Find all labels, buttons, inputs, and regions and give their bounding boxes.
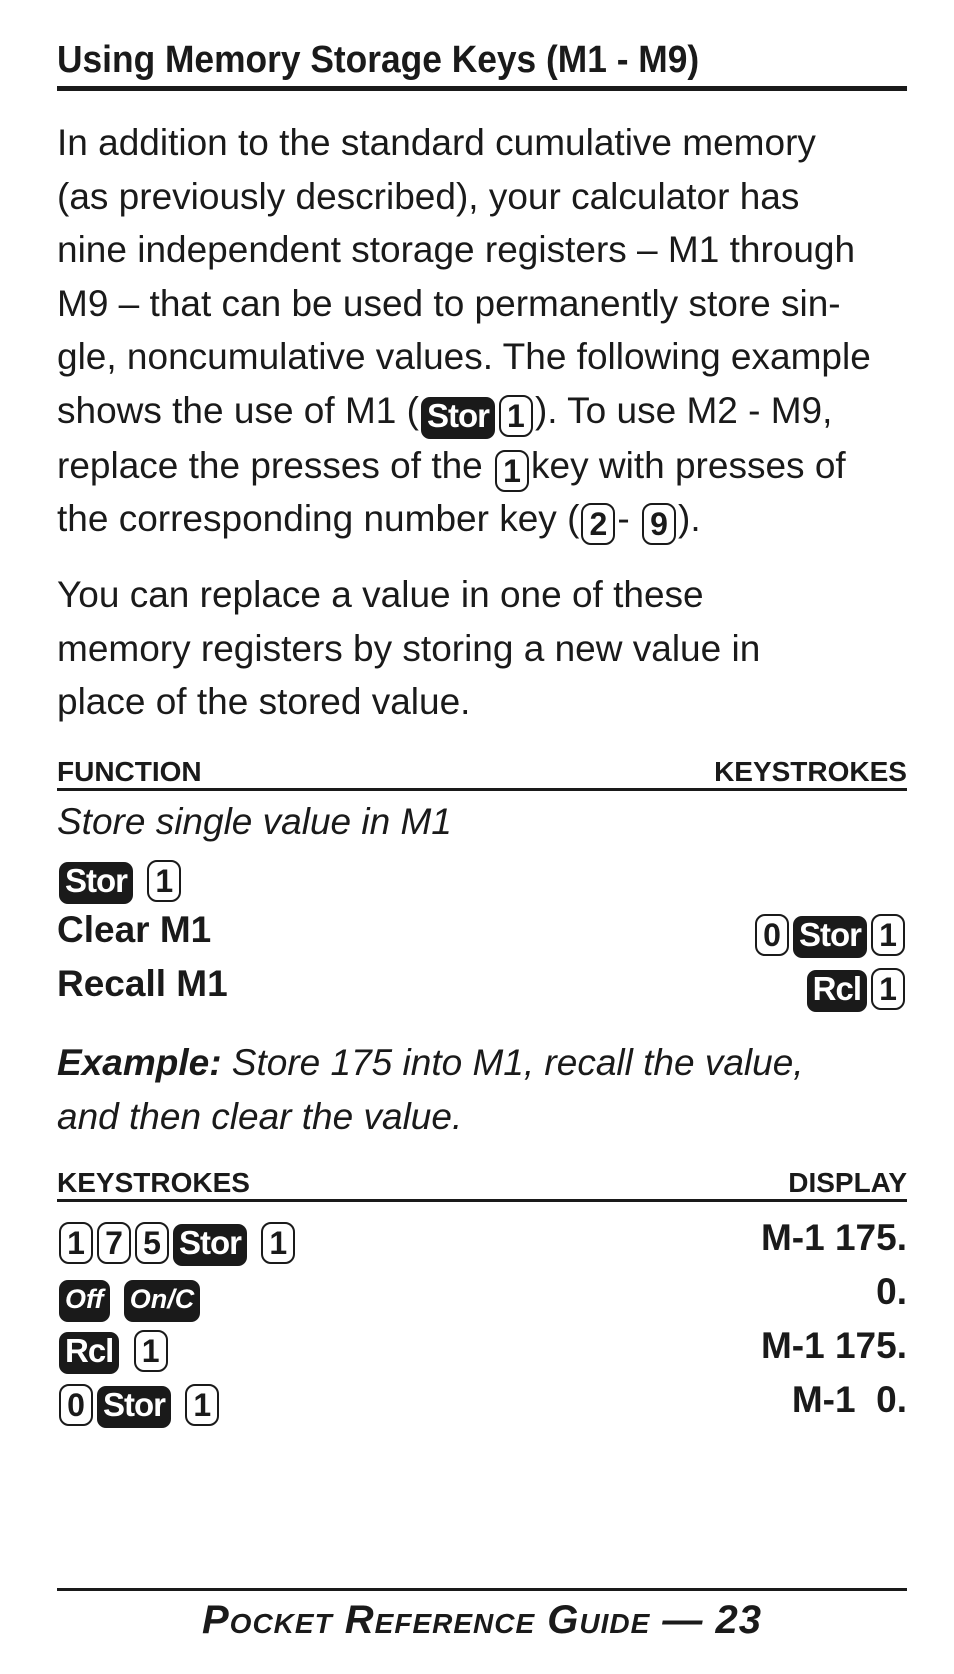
example-keys <box>57 1212 297 1266</box>
stor-key-icon: Stor <box>173 1224 247 1266</box>
function-row <box>57 904 907 956</box>
key-7-icon: 7 <box>97 1222 131 1264</box>
function-keys <box>753 904 907 958</box>
example-line <box>57 1036 907 1090</box>
intro-line: nine independent storage registers – M1 through <box>57 229 856 270</box>
intro-text: - <box>617 498 640 539</box>
display-value: M-1 0. <box>791 1379 907 1420</box>
intro-line <box>57 384 907 439</box>
key-1-icon: 1 <box>871 968 905 1010</box>
key-9-icon: 9 <box>642 503 676 545</box>
intro-text: ). To use M2 - M9, <box>534 389 833 431</box>
example-row <box>57 1374 907 1426</box>
function-row <box>57 796 907 848</box>
example-keys <box>57 1320 170 1374</box>
rcl-key-icon: Rcl <box>807 970 867 1012</box>
intro-text: the corresponding number key ( <box>57 498 580 539</box>
replace-paragraph <box>57 568 907 729</box>
page-footer: Pocket Reference Guide — 23 <box>202 1598 762 1642</box>
footer-divider <box>57 1588 907 1591</box>
key-1-icon: 1 <box>261 1222 295 1264</box>
intro-text: ). <box>678 498 701 539</box>
example-row <box>57 1266 907 1318</box>
page-title: Using Memory Storage Keys (M1 - M9) <box>57 36 907 91</box>
example-paragraph <box>57 1036 907 1143</box>
function-table-header <box>57 756 907 791</box>
display-value: M-1 175. <box>760 1325 907 1366</box>
example-text: Store 175 into M1, recall the value, <box>221 1042 804 1083</box>
intro-text: shows the use of M1 ( <box>57 389 419 431</box>
intro-line: M9 – that can be used to permanently store sin- <box>57 282 841 324</box>
key-1-icon: 1 <box>134 1330 168 1372</box>
intro-paragraph <box>57 116 907 546</box>
key-1-icon: 1 <box>185 1384 219 1426</box>
function-keys <box>57 850 183 904</box>
key-2-icon: 2 <box>581 503 615 545</box>
example-keys <box>57 1266 202 1322</box>
display-header: DISPLAY <box>788 1167 907 1198</box>
example-prefix: Example: <box>57 1042 222 1083</box>
replace-line: You can replace a value in one of these <box>57 574 704 615</box>
stor-key-icon: Stor <box>59 862 133 904</box>
replace-line: place of the stored value. <box>57 681 471 722</box>
intro-text: key with presses of <box>531 444 846 486</box>
replace-line: memory registers by storing a new value in <box>57 627 761 669</box>
key-1-icon: 1 <box>147 860 181 902</box>
keystrokes-header: KEYSTROKES <box>57 1167 250 1198</box>
intro-line <box>57 492 907 546</box>
example-table-header <box>57 1167 907 1202</box>
example-row <box>57 1212 907 1264</box>
off-key-icon: Off <box>59 1280 110 1322</box>
on-clear-key-icon: On/C <box>124 1280 201 1322</box>
intro-text: replace the presses of the <box>57 444 494 486</box>
intro-line: In addition to the standard cumulative memory <box>57 122 816 163</box>
keystrokes-header: KEYSTROKES <box>714 756 907 787</box>
display-value: 0. <box>876 1271 907 1312</box>
function-keys <box>805 958 907 1012</box>
stor-key-icon: Stor <box>793 916 867 958</box>
example-line: and then clear the value. <box>57 1095 463 1137</box>
function-row <box>57 958 907 1010</box>
intro-line <box>57 439 907 493</box>
stor-key-icon: Stor <box>97 1386 171 1428</box>
example-row <box>57 1320 907 1372</box>
key-1-icon: 1 <box>495 450 529 492</box>
rcl-key-icon: Rcl <box>59 1332 119 1374</box>
intro-line: (as previously described), your calculator has <box>57 175 800 217</box>
stor-key-icon: Stor <box>421 397 495 439</box>
key-1-icon: 1 <box>499 395 533 437</box>
key-5-icon: 5 <box>135 1222 169 1264</box>
function-row <box>57 850 907 902</box>
key-1-icon: 1 <box>59 1222 93 1264</box>
example-keys <box>57 1374 221 1428</box>
function-label: Store single value in M1 <box>57 801 452 842</box>
function-label: Recall M1 <box>57 963 228 1004</box>
key-0-icon: 0 <box>755 914 789 956</box>
function-label: Clear M1 <box>57 909 212 950</box>
intro-line: gle, noncumulative values. The following example <box>57 336 871 377</box>
function-header: FUNCTION <box>57 756 202 787</box>
display-value: M-1 175. <box>760 1217 907 1258</box>
key-0-icon: 0 <box>59 1384 93 1426</box>
key-1-icon: 1 <box>871 914 905 956</box>
